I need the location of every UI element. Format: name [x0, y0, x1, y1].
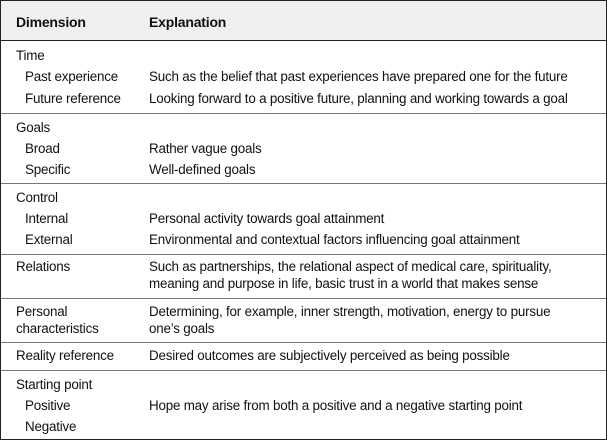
explanation-text: Such as partnerships, the relational aspect of medical care, spirituality,	[149, 259, 552, 274]
dimension-subitem: Internal	[25, 211, 69, 226]
explanation-text: Environmental and contextual factors influencing goal attainment	[149, 232, 520, 247]
row-group-starting-point	[1, 370, 606, 439]
dimension-title: Reality reference	[16, 348, 114, 363]
dimension-subitem: Past experience	[25, 69, 119, 84]
dimension-title: Time	[16, 48, 45, 63]
explanation-text: Determining, for example, inner strength, motivation, energy to pursue	[149, 304, 551, 319]
explanation-text: Such as the belief that past experiences have prepared one for the future	[149, 69, 568, 84]
table-header	[1, 1, 606, 41]
row-group-control	[1, 183, 606, 255]
row-group-reality-reference	[1, 342, 606, 371]
explanation-text: Hope may arise from both a positive and a negative starting point	[149, 398, 523, 413]
dimension-subitem: Negative	[25, 419, 77, 434]
explanation-text: Looking forward to a positive future, planning and working towards a goal	[149, 91, 568, 106]
dimension-title: Goals	[16, 120, 50, 135]
dimension-subitem: Future reference	[25, 91, 121, 106]
explanation-text: one’s goals	[149, 321, 215, 336]
row-group-goals	[1, 113, 606, 184]
dimension-subitem: Broad	[25, 141, 60, 156]
header-dimension: Dimension	[16, 14, 86, 30]
row-group-personal-characteristics	[1, 298, 606, 343]
dimension-subitem: Specific	[25, 162, 71, 177]
explanation-text: Rather vague goals	[149, 141, 262, 156]
header-explanation: Explanation	[149, 14, 227, 30]
dimension-title: Relations	[16, 259, 71, 274]
row-group-time	[1, 41, 606, 114]
explanation-text: meaning and purpose in life, basic trust in a world that makes sense	[149, 276, 539, 291]
explanation-text: Personal activity towards goal attainment	[149, 211, 385, 226]
dimension-title: Control	[16, 190, 58, 205]
dimension-subitem: Positive	[25, 398, 71, 413]
dimension-title: Personal	[16, 304, 68, 319]
row-group-relations	[1, 254, 606, 299]
dimension-title: characteristics	[16, 321, 99, 336]
dimension-title: Starting point	[16, 377, 93, 392]
explanation-text: Desired outcomes are subjectively perceived as being possible	[149, 348, 510, 363]
explanation-text: Well-defined goals	[149, 162, 256, 177]
dimension-subitem: External	[25, 232, 73, 247]
